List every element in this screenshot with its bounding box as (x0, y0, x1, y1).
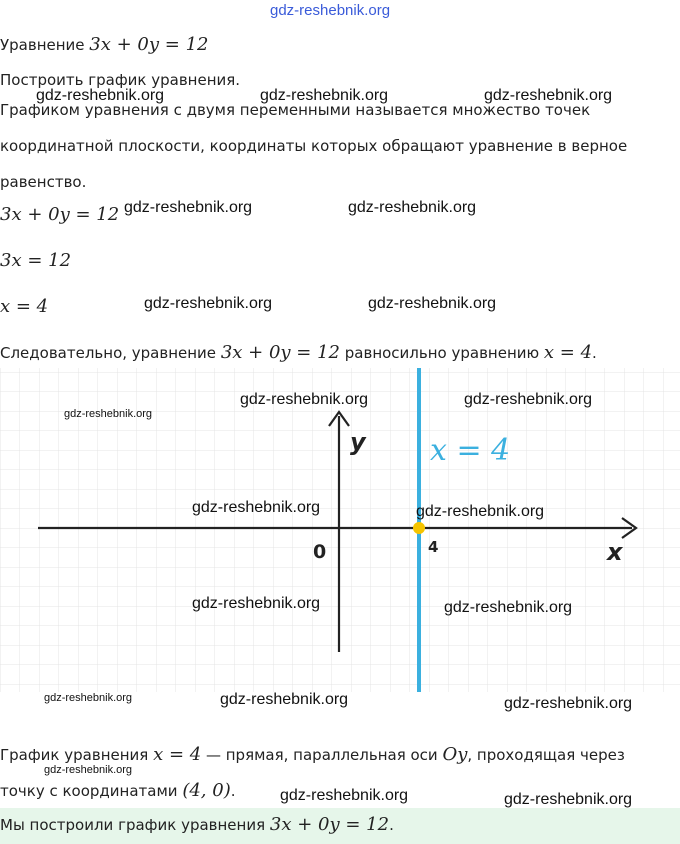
line-label: x = 4 (430, 433, 511, 468)
step-2: 3x = 12 (0, 250, 72, 271)
result-equation: 3x + 0y = 12 (269, 814, 390, 835)
explanation-line-2 (0, 780, 236, 801)
conclusion-suffix: . (592, 344, 597, 362)
conclusion-middle: равносильно уравнению (340, 344, 544, 362)
explanation-p4: точку с координатами (0, 782, 183, 800)
heading-equation: 3x + 0y = 12 (89, 34, 209, 55)
watermark: gdz-reshebnik.org (444, 599, 573, 616)
watermark: gdz-reshebnik.org (260, 87, 389, 104)
explanation-eq3: (4, 0) (182, 780, 231, 801)
result-text (0, 814, 394, 835)
intersection-point (413, 522, 425, 534)
result-suffix: . (389, 816, 394, 834)
y-axis-label: y (350, 428, 366, 456)
point-label: 4 (428, 538, 439, 556)
x-axis-label: x (607, 538, 623, 566)
watermark: gdz-reshebnik.org (124, 199, 253, 216)
explanation-p1: График уравнения (0, 746, 154, 764)
watermark-top: gdz-reshebnik.org (270, 2, 391, 19)
explanation-eq2: Oy (442, 744, 468, 765)
watermark: gdz-reshebnik.org (64, 408, 153, 420)
step-1: 3x + 0y = 12 (0, 204, 120, 225)
task-text: Построить график уравнения. (0, 71, 241, 89)
watermark: gdz-reshebnik.org (484, 87, 613, 104)
conclusion-prefix: Следовательно, уравнение (0, 344, 221, 362)
definition-line-2: координатной плоскости, координаты которых обращают уравнение в верное (0, 137, 628, 155)
definition-line-1: Графиком уравнения с двумя переменными называется множество точек (0, 101, 591, 119)
definition-line-3: равенство. (0, 173, 87, 191)
watermark: gdz-reshebnik.org (504, 791, 633, 808)
watermark: gdz-reshebnik.org (36, 87, 165, 104)
heading-prefix: Уравнение (0, 36, 90, 54)
conclusion-eq2: x = 4 (543, 342, 593, 363)
watermark: gdz-reshebnik.org (504, 695, 633, 712)
watermark: gdz-reshebnik.org (220, 691, 349, 708)
conclusion (0, 342, 597, 363)
watermark: gdz-reshebnik.org (192, 499, 321, 516)
explanation-line-1 (0, 744, 625, 765)
watermark: gdz-reshebnik.org (464, 391, 593, 408)
heading (0, 34, 208, 55)
watermark: gdz-reshebnik.org (144, 295, 273, 312)
explanation-eq1: x = 4 (153, 744, 202, 765)
watermark: gdz-reshebnik.org (240, 391, 369, 408)
step-3: x = 4 (0, 296, 49, 317)
watermark: gdz-reshebnik.org (416, 503, 545, 520)
watermark: gdz-reshebnik.org (44, 692, 133, 704)
watermark: gdz-reshebnik.org (44, 764, 133, 776)
conclusion-eq1: 3x + 0y = 12 (220, 342, 340, 363)
watermark: gdz-reshebnik.org (280, 787, 409, 804)
result-prefix: Мы построили график уравнения (0, 816, 270, 834)
watermark: gdz-reshebnik.org (192, 595, 321, 612)
origin-label: 0 (313, 541, 327, 563)
watermark: gdz-reshebnik.org (368, 295, 497, 312)
explanation-p2: — прямая, параллельная оси (201, 746, 443, 764)
explanation-p3: , проходящая через (467, 746, 625, 764)
explanation-p5: . (230, 782, 236, 800)
watermark: gdz-reshebnik.org (348, 199, 477, 216)
